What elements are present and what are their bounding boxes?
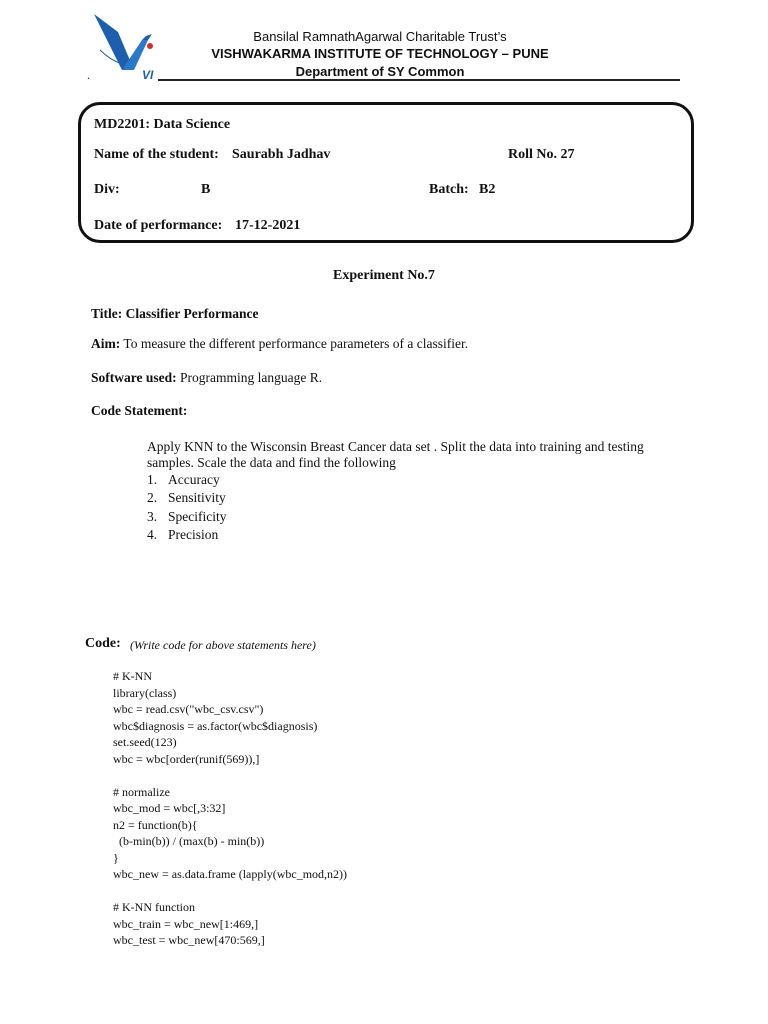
batch-label: Batch: [429,182,469,197]
code-statement-text: Apply KNN to the Wisconsin Breast Cancer data set . Split the data into training and testing samples. Scale the data and find the following [147,439,644,470]
code-line: } [113,851,119,865]
trust-name: Bansilal RamnathAgarwal Charitable Trust’s [253,29,507,44]
student-name: Saurabh Jadhav [232,147,331,162]
code-line: library(class) [113,686,177,700]
code-line: wbc = read.csv("wbc_csv.csv") [113,702,264,716]
list-item-text: Accuracy [168,472,220,487]
logo-text: VI [142,68,154,82]
list-item-text: Sensitivity [168,490,226,505]
list-item-text: Specificity [168,509,227,524]
code-line: # K-NN [113,669,152,683]
list-item-text: Precision [168,527,219,542]
div-label: Div: [94,182,120,197]
code-instruction: (Write code for above statements here) [130,638,316,652]
code-line: wbc_new = as.data.frame (lapply(wbc_mod,n2)) [113,867,348,881]
department-name: Department of SY Common [295,64,465,79]
code-label: Code: [85,636,121,651]
aim-label: Aim: [91,336,121,351]
experiment-number: Experiment No.7 [333,268,435,283]
code-line: n2 = function(b){ [113,818,198,832]
code-line: wbc = wbc[order(runif(569)),] [113,752,260,766]
list-item-number: 2. [147,490,158,505]
aim-text: To measure the different performance parameters of a classifier. [123,336,469,351]
software-label: Software used: [91,370,177,385]
code-line: # K-NN function [113,900,195,914]
header-dot: . [87,68,90,82]
code-line: (b-min(b)) / (max(b) - min(b)) [113,834,265,848]
list-item-number: 3. [147,509,158,524]
institute-name: VISHWAKARMA INSTITUTE OF TECHNOLOGY – PUNE [211,46,549,61]
aim-line [91,336,468,352]
date-label: Date of performance: [94,218,223,233]
software-text: Programming language R. [180,370,323,385]
code-line: wbc_test = wbc_new[470:569,] [113,933,265,947]
date-value: 17-12-2021 [235,218,301,233]
code-line: wbc_mod = wbc[,3:32] [113,801,226,815]
code-line: wbc$diagnosis = as.factor(wbc$diagnosis) [113,719,318,733]
roll-number: Roll No. 27 [508,147,575,162]
experiment-title: Title: Classifier Performance [91,306,259,321]
div-value: B [201,182,211,197]
header-divider [158,79,680,81]
software-line [91,370,322,386]
student-name-label: Name of the student: [94,147,219,162]
code-statement-label: Code Statement: [91,403,188,418]
code-line: set.seed(123) [113,735,177,749]
list-item-number: 1. [147,472,158,487]
list-item-number: 4. [147,527,158,542]
course-title: MD2201: Data Science [94,117,231,132]
code-line: wbc_train = wbc_new[1:469,] [113,917,259,931]
batch-value: B2 [479,182,496,197]
code-line: # normalize [113,785,170,799]
